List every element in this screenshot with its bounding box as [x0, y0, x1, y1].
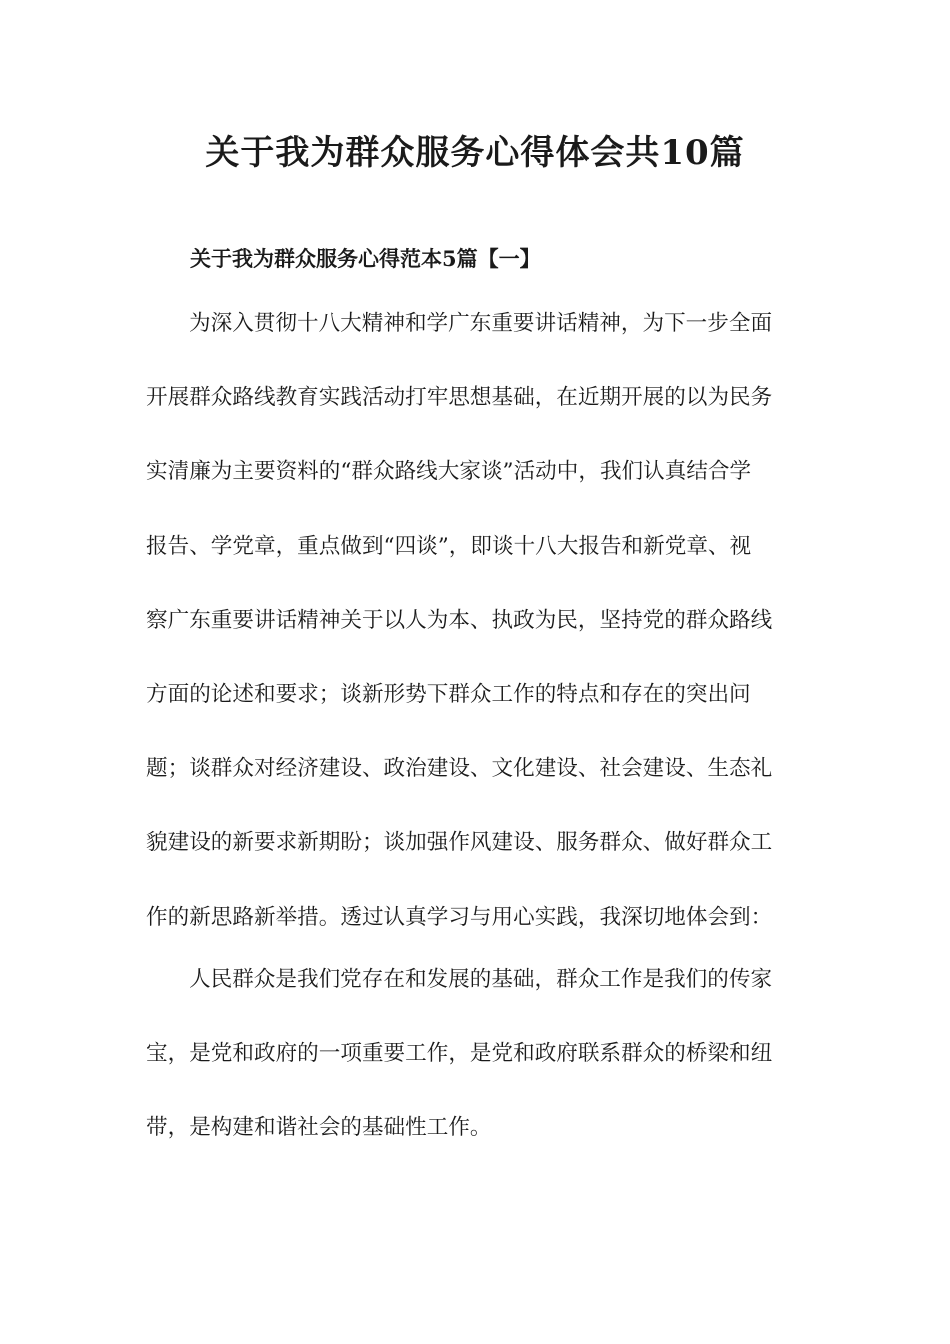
- paragraph-line: 带，是构建和谐社会的基础性工作。: [146, 1115, 492, 1141]
- paragraph-line: 报告、学党章，重点做到“四谈”，即谈十八大报告和新党章、视: [146, 533, 752, 559]
- paragraph-line: 貌建设的新要求新期盼；谈加强作风建设、服务群众、做好群众工: [146, 830, 773, 856]
- paragraph-line: 人民群众是我们党存在和发展的基础，群众工作是我们的传家: [189, 967, 773, 992]
- paragraph-line: 察广东重要讲话精神关于以人为本、执政为民，坚持党的群众路线: [146, 607, 773, 633]
- paragraph-line: 方面的论述和要求；谈新形势下群众工作的特点和存在的突出问: [146, 682, 751, 708]
- paragraph-line: 宝，是党和政府的一项重要工作，是党和政府联系群众的桥梁和纽: [146, 1041, 773, 1067]
- paragraph-2: [146, 943, 794, 1166]
- paragraph-line: 题；谈群众对经济建设、政治建设、文化建设、社会建设、生态礼: [146, 756, 773, 782]
- paragraph-line: 为深入贯彻十八大精神和学广东重要讲话精神，为下一步全面: [189, 311, 773, 336]
- paragraph-line: 实清廉为主要资料的“群众路线大家谈”活动中，我们认真结合学: [146, 459, 752, 485]
- section-heading: 关于我为群众服务心得范本5篇【一】: [190, 246, 541, 271]
- document-title: 关于我为群众服务心得体会共10篇: [205, 133, 745, 173]
- paragraph-line: 作的新思路新举措。透过认真学习与用心实践，我深切地体会到：: [146, 904, 773, 930]
- paragraph-line: 开展群众路线教育实践活动打牢思想基础，在近期开展的以为民务: [146, 385, 773, 411]
- paragraph-1: [146, 287, 794, 955]
